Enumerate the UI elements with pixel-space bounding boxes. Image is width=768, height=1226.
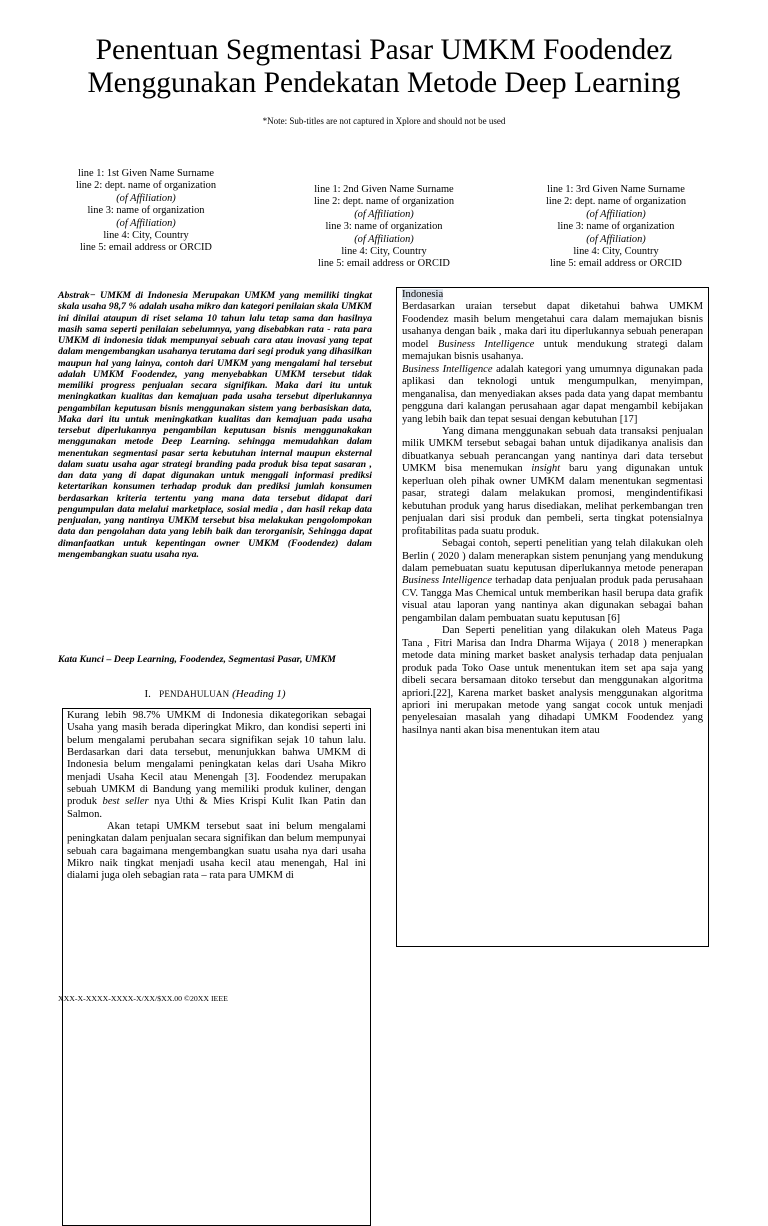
right-paragraph-0: Indonesia (402, 289, 444, 300)
subtitle-note: *Note: Sub-titles are not captured in Xplore and should not be used (262, 116, 506, 126)
abstract: Abstrak− UMKM di Indonesia Merupakan UMKM yang memiliki tingkat skala usaha 98,7 % adalah usaha mikro dan kategori penilaian skala UMKM ini dinilai ataupun di riset selama 10 tahun lalu tetap sama dan hasilnya masih sama seperti penilaian sebelumnya, yang disebabkan rata - rata para UMKM di indonesia tidak mempunyai sebuah cara atau inovasi yang tepat dalam mengembangkan usahanya terutama dari segi produk yang dihasilkan maupun hal yang lainya, contoh dari UMKM yang mengalami hal tersebut adalah UMKM Foodendez, yang menyebabkan UMKM tersebut tidak memiliki progress penjualan secara signifikan. Maka dari itu untuk meningkatkan kualitas dan kemajuan pada usaha tersebut diperlukannya pengambilan keputusan bisnis menggunakan sistem yang berbasiskan data, Maka dari itu untuk meningkatkan kualitas dan kemajuan pada usaha tersebut diperlukannya pengambilan keputusan bisnis menggunakakan menggunakan metode Deep Learning. sehingga memudahkan dalam menentukan segmentasi pasar serta kebutuhan internal maupun eksternal dalam suatu usaha agar strategi branding pada produk bisa tepat sasaran , dan data yang di dapat digunakan untuk menggali informasi prediksi ketertarikan konsumen terhadap produk dan prediksi jumlah konsumen berdasarkan kriteria tertentu yang mana data tersebut didapat dari pengumpulan data melalui marketplace, sosial media , dan hasil rekap data penjualan, yang nantinya UMKM tersebut bisa melakukan pengolompokan data dan pengolahan data yang lebih baik dan terorganisir, Sehingga dapat dimanfaatkan untuk kepentingan owner UMKM (Foodendez) dalam mengembangkan suatu usaha nya. (58, 290, 372, 560)
section-heading-note: (Heading 1) (232, 688, 286, 700)
right-paragraph-3: Yang dimana menggunakan sebuah data transaksi penjualan milik UMKM tersebut sebagai bahan untuk dijadikanya analisis dan dibuatkanya sebuah perancangan yang nantinya dari data tersebut UMKM bisa menemukan insight baru yang digunakan untuk keperluan oleh pihak owner UMKM dalam menentukan segmentasi pasar, strategi dalam melakukan promosi, mengindentifikasi kebutuhan produk yang harus disediakan, melihat perkembangan tren penjualan dari sisi produk dan pembeli, serta tingkat potensialnya profitabilitas pada suatu produk. (402, 425, 703, 537)
author-line-3b: (of Affiliation) (586, 233, 646, 245)
author-block-1 (46, 168, 246, 255)
right-paragraph-4: Sebagai contoh, seperti penelitian yang telah dilakukan oleh Berlin ( 2020 ) dalam menerapkan sistem penunjang yang mendukung dalam pemebuatan suatu keputusan diperlukannya metode penerapan Business Intelligence terhadap data penjualan produk pada perusahaan CV. Tangga Mas Chemical untuk memberikan hasil berupa data grafik visual atau laporan yang nantinya akan digunakan sebagai bahan pengambilan dalam pembuatan suatu keputusan [6] (402, 538, 703, 624)
intro-paragraph-2: Akan tetapi UMKM tersebut saat ini belum mengalami peningkatan dalam penjualan secara signifikan dan belum mempunyai sebuah cara bagaimana mengembangkan suatu usaha nya dari usaha Mikro naik tingkat menjadi usaha kecil atau menengah, Hal ini dialami juga oleh sebagian rata – rata para UMKM di (67, 821, 366, 882)
author-line-3: line 3: name of organization (557, 221, 675, 233)
intro-paragraph-1: Kurang lebih 98.7% UMKM di Indonesia dikategorikan sebagai Usaha yang masih berada diperingkat Mikro, dan kondisi seperti ini belum mengalami perubahan secara signifikan sejak 10 tahun lalu. Berdasarkan dari data tersebut, menunjukkan bahwa UMKM di Indonesia belum mengalami peningkatan kelas dari Usaha Mikro menjadi Usaha Kecil atau Menengah [3]. Foodendez merupakan sebuah UMKM di Bandung yang memiliki produk kuliner, dengan produk best seller nya Uthi & Mies Krispi Kulit Ikan Patin dan Salmon. (67, 710, 366, 820)
author-line-4: line 4: City, Country (103, 230, 189, 242)
author-line-2: line 2: dept. name of organization (313, 196, 455, 208)
section-title: PENDAHULUAN (159, 689, 230, 699)
right-column-text-box (396, 287, 709, 947)
author-line-2: line 2: dept. name of organization (75, 180, 217, 192)
right-paragraph-1: Berdasarkan uraian tersebut dapat diketahui bahwa UMKM Foodendez masih belum mengetahui cara dalam memajukan bisnis usahanya dengan baik , maka dari itu diperlukannya sebuah penerapan model Business Intelligence untuk mendukung strategi dalam memajukan bisnis usahanya. (402, 301, 703, 363)
paper-title (40, 34, 728, 100)
author-line-2b: (of Affiliation) (354, 208, 414, 220)
intro-text-box (62, 708, 371, 1226)
author-line-2: line 2: dept. name of organization (545, 196, 687, 208)
author-line-3b: (of Affiliation) (116, 217, 176, 229)
author-line-5: line 5: email address or ORCID (80, 242, 212, 254)
copyright-footer: XXX-X-XXXX-XXXX-X/XX/$XX.00 ©20XX IEEE (58, 994, 228, 1003)
author-block-2 (284, 184, 484, 271)
author-block-3 (516, 184, 716, 271)
author-line-4: line 4: City, Country (341, 246, 427, 258)
section-numeral: I. (144, 688, 151, 700)
author-line-1: line 1: 1st Given Name Surname (78, 168, 214, 179)
author-line-4: line 4: City, Country (573, 246, 659, 258)
author-line-1: line 1: 3rd Given Name Surname (547, 184, 685, 195)
author-line-1: line 1: 2nd Given Name Surname (314, 184, 454, 195)
right-paragraph-2: Business Intelligence adalah kategori yang umumnya digunakan pada aplikasi dan teknologi untuk mengumpulkan, menyimpan, menganalisa, dan menyediakan akses pada data yang dapat membantu pengguna dari kalangan perusahaan agar dapat mengambil kebijakan yang lebih baik dan tepat sesuai dengan kebutuhan [17] (402, 363, 703, 425)
right-paragraph-5: Dan Seperti penelitian yang dilakukan oleh Mateus Paga Tana , Fitri Marisa dan Indra Dharma Wijaya ( 2018 ) menerapkan metode data mining market basket analysis terhadap data penjualan produk pada Toko Oase untuk menentukan item set apa saja yang dibeli secara bersamaan ditoko tersebut dan menggunakan algoritma apriori.[22], Karena market basket analysis menggunakan algoritma apriori ini merupakan metode yang sangat cocok untuk menjadi penyelesaian masalah yang dihadapi UMKM Foodendez yang hasilnya nanti akan bisa menentukan item atau (402, 625, 703, 736)
author-line-3b: (of Affiliation) (354, 233, 414, 245)
section-heading (58, 688, 372, 700)
author-line-2b: (of Affiliation) (116, 192, 176, 204)
title-line-2: Menggunakan Pendekatan Metode Deep Learning (87, 67, 681, 99)
left-column (58, 290, 372, 882)
author-line-3: line 3: name of organization (87, 205, 205, 217)
keywords: Kata Kunci – Deep Learning, Foodendez, Segmentasi Pasar, UMKM (58, 654, 336, 665)
author-line-5: line 5: email address or ORCID (550, 258, 682, 270)
author-line-2b: (of Affiliation) (586, 208, 646, 220)
title-line-1: Penentuan Segmentasi Pasar UMKM Foodendez (95, 34, 673, 66)
author-line-3: line 3: name of organization (325, 221, 443, 233)
author-line-5: line 5: email address or ORCID (318, 258, 450, 270)
